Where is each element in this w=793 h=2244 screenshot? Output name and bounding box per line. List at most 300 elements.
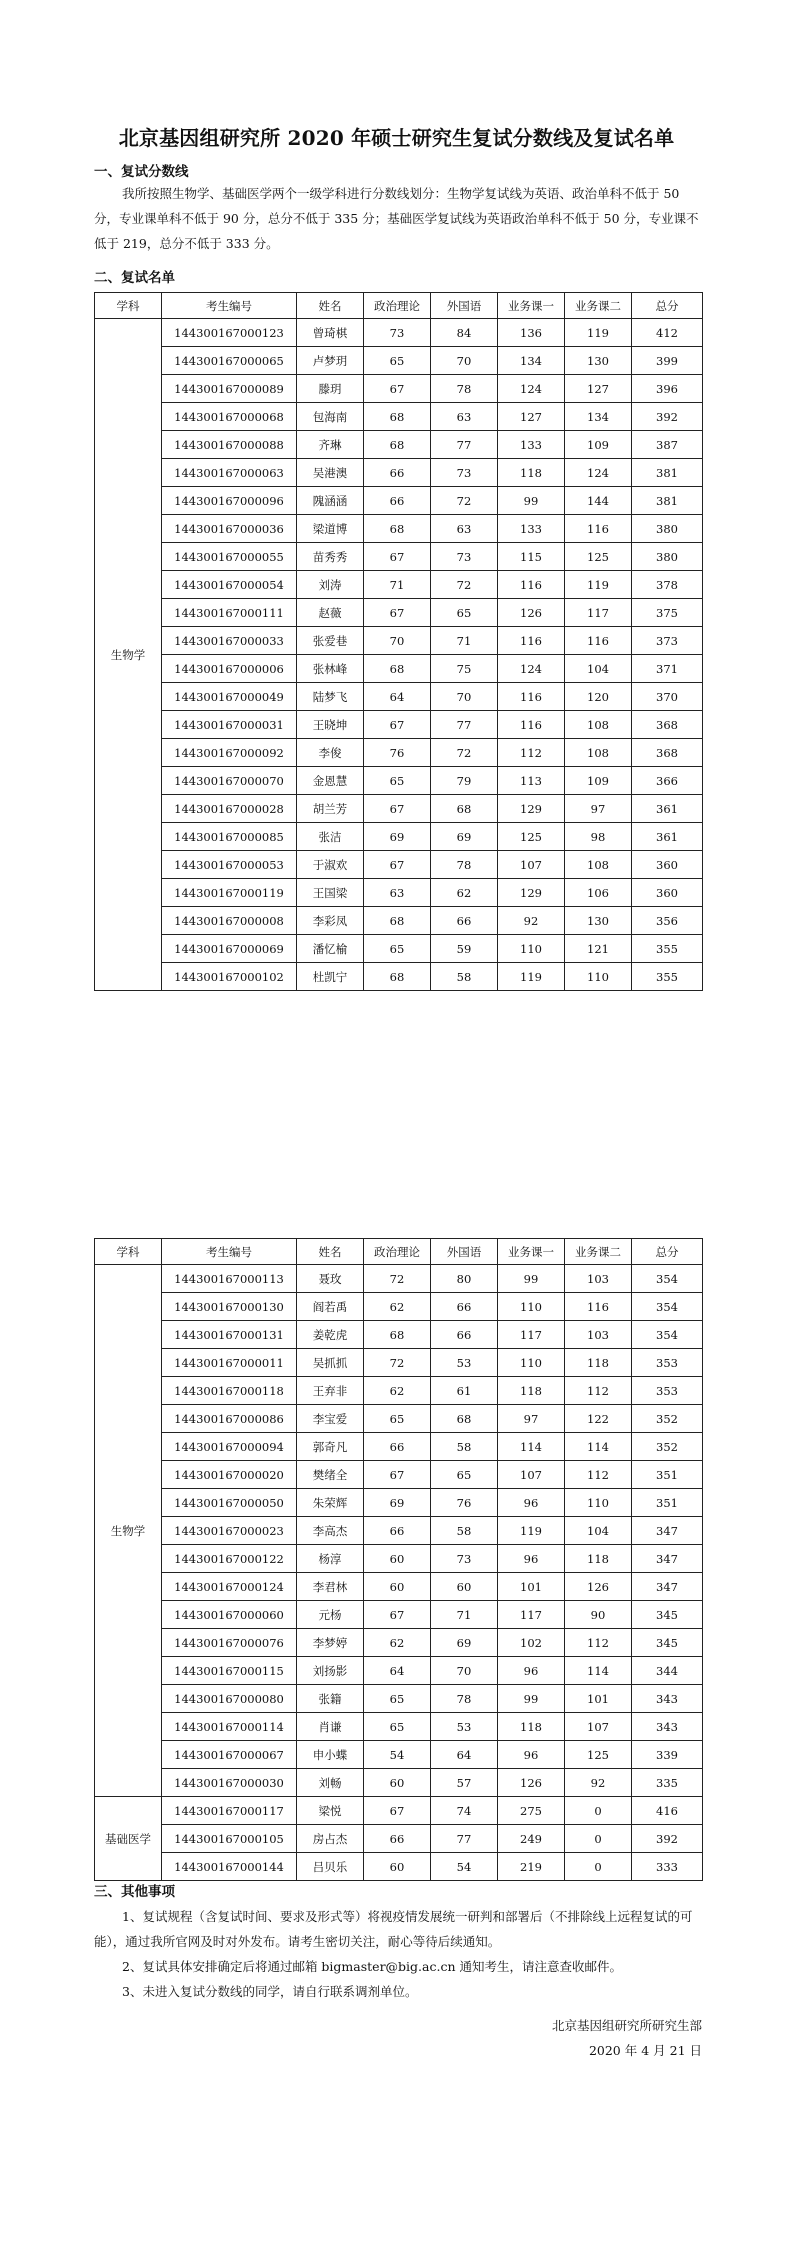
- table-cell: 96: [498, 1741, 565, 1769]
- table-row: [95, 403, 703, 431]
- table-cell: 54: [431, 1853, 498, 1881]
- table-row: [95, 711, 703, 739]
- table-cell: 72: [364, 1349, 431, 1377]
- table-cell: 101: [498, 1573, 565, 1601]
- table-cell: 110: [498, 1349, 565, 1377]
- table-cell: 144300167000111: [162, 599, 297, 627]
- table-cell: 73: [431, 1545, 498, 1573]
- table-cell: 53: [431, 1713, 498, 1741]
- table-cell: 109: [565, 431, 632, 459]
- table-cell: 144300167000105: [162, 1825, 297, 1853]
- subject-cell: 生物学: [95, 1265, 162, 1797]
- table-cell: 79: [431, 767, 498, 795]
- table-cell: 张洁: [297, 823, 364, 851]
- table-cell: 69: [364, 823, 431, 851]
- table-cell: 110: [565, 963, 632, 991]
- table-cell: 0: [565, 1853, 632, 1881]
- signature-date: 2020 年 4 月 21 日: [588, 2043, 702, 2058]
- table-cell: 134: [565, 403, 632, 431]
- table-cell: 李梦婷: [297, 1629, 364, 1657]
- table-cell: 于淑欢: [297, 851, 364, 879]
- table-cell: 144300167000119: [162, 879, 297, 907]
- table-row: [95, 1713, 703, 1741]
- table-row: [95, 851, 703, 879]
- table-cell: 张籍: [297, 1685, 364, 1713]
- table-cell: 136: [498, 319, 565, 347]
- note-item-2: 2、复试具体安排确定后将通过邮箱 bigmaster@big.ac.cn 通知考生，请注意查收邮件。: [122, 1959, 622, 1974]
- table-cell: 72: [431, 487, 498, 515]
- table-cell: 107: [498, 851, 565, 879]
- table-cell: 70: [431, 1657, 498, 1685]
- table-cell: 112: [565, 1461, 632, 1489]
- table-cell: 60: [364, 1853, 431, 1881]
- table-cell: 378: [632, 571, 703, 599]
- table-cell: 366: [632, 767, 703, 795]
- table-cell: 356: [632, 907, 703, 935]
- table-row: [95, 1797, 703, 1825]
- column-header: 考生编号: [162, 293, 297, 319]
- table-cell: 144300167000050: [162, 1489, 297, 1517]
- section-3-heading: 三、其他事项: [94, 1884, 175, 1900]
- table-cell: 381: [632, 487, 703, 515]
- note-item-1: 1、复试规程（含复试时间、要求及形式等）将视疫情发展统一研判和部署后（不排除线上远程复试的可能），通过我所官网及时对外发布。请考生密切关注，耐心等待后续通知。: [94, 1909, 693, 1949]
- table-cell: 275: [498, 1797, 565, 1825]
- table-row: [95, 1741, 703, 1769]
- table-cell: 65: [364, 767, 431, 795]
- table-cell: 396: [632, 375, 703, 403]
- table-cell: 69: [431, 823, 498, 851]
- table-cell: 阎若禹: [297, 1293, 364, 1321]
- table-cell: 78: [431, 851, 498, 879]
- table-cell: 112: [565, 1377, 632, 1405]
- table-cell: 73: [431, 459, 498, 487]
- column-header: 业务课一: [498, 293, 565, 319]
- table-cell: 144300167000115: [162, 1657, 297, 1685]
- table-cell: 62: [364, 1377, 431, 1405]
- table-cell: 144300167000023: [162, 1517, 297, 1545]
- table-cell: 371: [632, 655, 703, 683]
- table-cell: 66: [431, 1293, 498, 1321]
- table-cell: 127: [498, 403, 565, 431]
- table-cell: 李彩凤: [297, 907, 364, 935]
- table-cell: 71: [364, 571, 431, 599]
- table-cell: 57: [431, 1769, 498, 1797]
- table-cell: 119: [498, 963, 565, 991]
- table-cell: 杨淳: [297, 1545, 364, 1573]
- table-cell: 347: [632, 1545, 703, 1573]
- table-cell: 110: [498, 1293, 565, 1321]
- table-cell: 68: [364, 1321, 431, 1349]
- table-cell: 72: [431, 739, 498, 767]
- table-cell: 69: [431, 1629, 498, 1657]
- table-cell: 144: [565, 487, 632, 515]
- table-cell: 144300167000088: [162, 431, 297, 459]
- table-cell: 梁道博: [297, 515, 364, 543]
- table-cell: 92: [498, 907, 565, 935]
- table-row: [95, 1349, 703, 1377]
- table-cell: 67: [364, 711, 431, 739]
- table-cell: 58: [431, 963, 498, 991]
- table-cell: 335: [632, 1769, 703, 1797]
- table-cell: 60: [364, 1545, 431, 1573]
- table-cell: 119: [565, 319, 632, 347]
- table-cell: 李宝爱: [297, 1405, 364, 1433]
- table-cell: 108: [565, 739, 632, 767]
- column-header: 姓名: [297, 293, 364, 319]
- table-cell: 68: [431, 1405, 498, 1433]
- column-header: 业务课一: [498, 1239, 565, 1265]
- table-cell: 包海南: [297, 403, 364, 431]
- table-cell: 127: [565, 375, 632, 403]
- table-cell: 67: [364, 375, 431, 403]
- table-cell: 144300167000054: [162, 571, 297, 599]
- table-cell: 107: [565, 1713, 632, 1741]
- table-cell: 66: [364, 1433, 431, 1461]
- table-cell: 66: [431, 907, 498, 935]
- table-cell: 58: [431, 1517, 498, 1545]
- signature-org: 北京基因组研究所研究生部: [551, 2018, 702, 2033]
- table-cell: 潘忆榆: [297, 935, 364, 963]
- table-cell: 370: [632, 683, 703, 711]
- table-cell: 116: [498, 571, 565, 599]
- table-row: [95, 767, 703, 795]
- table-cell: 118: [498, 459, 565, 487]
- table-cell: 54: [364, 1741, 431, 1769]
- table-cell: 144300167000092: [162, 739, 297, 767]
- table-cell: 118: [498, 1377, 565, 1405]
- table-cell: 333: [632, 1853, 703, 1881]
- table-cell: 67: [364, 851, 431, 879]
- table-cell: 吴港澳: [297, 459, 364, 487]
- table-cell: 116: [565, 627, 632, 655]
- table-cell: 106: [565, 879, 632, 907]
- table-cell: 144300167000036: [162, 515, 297, 543]
- table-cell: 121: [565, 935, 632, 963]
- table-cell: 112: [565, 1629, 632, 1657]
- table-row: [95, 1545, 703, 1573]
- table-cell: 99: [498, 1265, 565, 1293]
- table-cell: 392: [632, 403, 703, 431]
- table-cell: 李君林: [297, 1573, 364, 1601]
- table-row: [95, 1265, 703, 1293]
- table-cell: 381: [632, 459, 703, 487]
- table-row: [95, 907, 703, 935]
- table-cell: 59: [431, 935, 498, 963]
- table-row: [95, 487, 703, 515]
- table-cell: 375: [632, 599, 703, 627]
- table-cell: 144300167000070: [162, 767, 297, 795]
- section-1-text: 我所按照生物学、基础医学两个一级学科进行分数线划分：生物学复试线为英语、政治单科不低于 50 分，专业课单科不低于 90 分，总分不低于 335 分；基础医学复试线为英语政治单科不低于 50 分，专业课不低于 219，总分不低于 333 分。: [94, 186, 699, 251]
- table-cell: 126: [498, 599, 565, 627]
- table-cell: 380: [632, 543, 703, 571]
- table-cell: 144300167000068: [162, 403, 297, 431]
- column-header: 外国语: [431, 1239, 498, 1265]
- subject-cell: 生物学: [95, 319, 162, 991]
- table-cell: 144300167000122: [162, 1545, 297, 1573]
- table-cell: 77: [431, 1825, 498, 1853]
- table-cell: 129: [498, 795, 565, 823]
- table-cell: 130: [565, 907, 632, 935]
- table-cell: 67: [364, 1601, 431, 1629]
- table-cell: 219: [498, 1853, 565, 1881]
- table-cell: 104: [565, 1517, 632, 1545]
- table-cell: 118: [565, 1349, 632, 1377]
- table-cell: 郭奇凡: [297, 1433, 364, 1461]
- table-cell: 滕玥: [297, 375, 364, 403]
- table-cell: 99: [498, 1685, 565, 1713]
- table-row: [95, 1321, 703, 1349]
- table-cell: 78: [431, 1685, 498, 1713]
- table-cell: 368: [632, 711, 703, 739]
- table-cell: 144300167000086: [162, 1405, 297, 1433]
- table-cell: 144300167000094: [162, 1433, 297, 1461]
- table-row: [95, 515, 703, 543]
- table-cell: 吴抓抓: [297, 1349, 364, 1377]
- table-cell: 66: [364, 459, 431, 487]
- table-cell: 78: [431, 375, 498, 403]
- table-cell: 125: [565, 543, 632, 571]
- table-cell: 曾琦棋: [297, 319, 364, 347]
- table-cell: 62: [364, 1293, 431, 1321]
- signature-block: [552, 2013, 702, 2063]
- table-cell: 110: [498, 935, 565, 963]
- table-cell: 347: [632, 1573, 703, 1601]
- table-cell: 144300167000011: [162, 1349, 297, 1377]
- table-cell: 76: [431, 1489, 498, 1517]
- table-cell: 64: [431, 1741, 498, 1769]
- table-cell: 姜乾虎: [297, 1321, 364, 1349]
- table-row: [95, 963, 703, 991]
- notes-list: [94, 1904, 702, 2004]
- table-cell: 67: [364, 1461, 431, 1489]
- table-cell: 361: [632, 795, 703, 823]
- table-cell: 144300167000080: [162, 1685, 297, 1713]
- table-row: [95, 627, 703, 655]
- table-cell: 109: [565, 767, 632, 795]
- table-cell: 112: [498, 739, 565, 767]
- table-cell: 144300167000030: [162, 1769, 297, 1797]
- table-cell: 129: [498, 879, 565, 907]
- table-cell: 392: [632, 1825, 703, 1853]
- table-cell: 144300167000130: [162, 1293, 297, 1321]
- table-cell: 97: [565, 795, 632, 823]
- column-header: 业务课二: [565, 1239, 632, 1265]
- table-cell: 144300167000113: [162, 1265, 297, 1293]
- table-row: [95, 1517, 703, 1545]
- table-cell: 144300167000089: [162, 375, 297, 403]
- table-cell: 373: [632, 627, 703, 655]
- table-cell: 144300167000008: [162, 907, 297, 935]
- table-cell: 119: [498, 1517, 565, 1545]
- table-cell: 133: [498, 515, 565, 543]
- table-cell: 360: [632, 851, 703, 879]
- table-cell: 343: [632, 1685, 703, 1713]
- table-cell: 75: [431, 655, 498, 683]
- table-cell: 刘扬影: [297, 1657, 364, 1685]
- table-row: [95, 655, 703, 683]
- table-cell: 96: [498, 1545, 565, 1573]
- table-cell: 李高杰: [297, 1517, 364, 1545]
- table-cell: 朱荣辉: [297, 1489, 364, 1517]
- table-cell: 68: [364, 431, 431, 459]
- table-cell: 76: [364, 739, 431, 767]
- table-cell: 王晓坤: [297, 711, 364, 739]
- table-cell: 王弃非: [297, 1377, 364, 1405]
- table-cell: 元杨: [297, 1601, 364, 1629]
- score-table-2: [94, 1238, 703, 1881]
- column-header: 总分: [632, 1239, 703, 1265]
- table-cell: 张林峰: [297, 655, 364, 683]
- table-header: [95, 1239, 703, 1265]
- table-cell: 399: [632, 347, 703, 375]
- column-header: 学科: [95, 293, 162, 319]
- column-header: 外国语: [431, 293, 498, 319]
- table-cell: 73: [431, 543, 498, 571]
- table-row: [95, 543, 703, 571]
- table-cell: 144300167000053: [162, 851, 297, 879]
- table-cell: 65: [364, 347, 431, 375]
- table-cell: 77: [431, 431, 498, 459]
- table-cell: 124: [498, 375, 565, 403]
- table-cell: 125: [565, 1741, 632, 1769]
- table-cell: 108: [565, 711, 632, 739]
- table-row: [95, 571, 703, 599]
- table-cell: 68: [364, 963, 431, 991]
- table-cell: 101: [565, 1685, 632, 1713]
- table-cell: 144300167000124: [162, 1573, 297, 1601]
- table-cell: 116: [565, 515, 632, 543]
- table-cell: 72: [431, 571, 498, 599]
- table-cell: 108: [565, 851, 632, 879]
- table-cell: 77: [431, 711, 498, 739]
- table-row: [95, 1601, 703, 1629]
- table-cell: 144300167000114: [162, 1713, 297, 1741]
- table-cell: 65: [431, 1461, 498, 1489]
- table-row: [95, 1825, 703, 1853]
- table-cell: 103: [565, 1321, 632, 1349]
- table-row: [95, 1293, 703, 1321]
- table-cell: 64: [364, 683, 431, 711]
- table-cell: 354: [632, 1321, 703, 1349]
- table-cell: 66: [364, 487, 431, 515]
- table-row: [95, 739, 703, 767]
- table-row: [95, 431, 703, 459]
- column-header: 政治理论: [364, 293, 431, 319]
- table-cell: 354: [632, 1293, 703, 1321]
- table-cell: 118: [498, 1713, 565, 1741]
- table-cell: 144300167000006: [162, 655, 297, 683]
- table-cell: 353: [632, 1349, 703, 1377]
- table-cell: 114: [565, 1657, 632, 1685]
- table-cell: 355: [632, 935, 703, 963]
- table-cell: 96: [498, 1657, 565, 1685]
- table-cell: 90: [565, 1601, 632, 1629]
- table-cell: 80: [431, 1265, 498, 1293]
- table-cell: 68: [431, 795, 498, 823]
- table-cell: 68: [364, 515, 431, 543]
- table-cell: 70: [431, 347, 498, 375]
- table-cell: 李俊: [297, 739, 364, 767]
- table-row: [95, 823, 703, 851]
- table-cell: 60: [431, 1573, 498, 1601]
- table-cell: 117: [498, 1321, 565, 1349]
- table-cell: 116: [498, 711, 565, 739]
- table-cell: 梁悦: [297, 1797, 364, 1825]
- table-row: [95, 1377, 703, 1405]
- table-cell: 66: [431, 1321, 498, 1349]
- table-cell: 84: [431, 319, 498, 347]
- table-cell: 345: [632, 1629, 703, 1657]
- table-cell: 116: [498, 627, 565, 655]
- table-row: [95, 375, 703, 403]
- table-cell: 144300167000102: [162, 963, 297, 991]
- table-cell: 352: [632, 1433, 703, 1461]
- table-cell: 353: [632, 1377, 703, 1405]
- table-cell: 352: [632, 1405, 703, 1433]
- table-cell: 陆梦飞: [297, 683, 364, 711]
- table-cell: 65: [364, 1713, 431, 1741]
- table-cell: 144300167000020: [162, 1461, 297, 1489]
- table-cell: 116: [565, 1293, 632, 1321]
- table-cell: 118: [565, 1545, 632, 1573]
- table-cell: 92: [565, 1769, 632, 1797]
- table-row: [95, 1769, 703, 1797]
- table-cell: 144300167000069: [162, 935, 297, 963]
- table-cell: 144300167000096: [162, 487, 297, 515]
- table-cell: 144300167000123: [162, 319, 297, 347]
- subject-cell: 基础医学: [95, 1797, 162, 1881]
- table-cell: 65: [364, 935, 431, 963]
- table-cell: 66: [364, 1825, 431, 1853]
- table-cell: 144300167000067: [162, 1741, 297, 1769]
- table-cell: 144300167000060: [162, 1601, 297, 1629]
- table-cell: 416: [632, 1797, 703, 1825]
- table-cell: 144300167000131: [162, 1321, 297, 1349]
- table-row: [95, 1433, 703, 1461]
- table-cell: 60: [364, 1769, 431, 1797]
- table-cell: 412: [632, 319, 703, 347]
- table-cell: 69: [364, 1489, 431, 1517]
- table-cell: 107: [498, 1461, 565, 1489]
- table-cell: 130: [565, 347, 632, 375]
- table-cell: 73: [364, 319, 431, 347]
- table-cell: 聂玫: [297, 1265, 364, 1293]
- table-cell: 苗秀秀: [297, 543, 364, 571]
- table-cell: 96: [498, 1489, 565, 1517]
- table-cell: 102: [498, 1629, 565, 1657]
- table-cell: 65: [431, 599, 498, 627]
- table-cell: 144300167000117: [162, 1797, 297, 1825]
- table-cell: 114: [565, 1433, 632, 1461]
- table-row: [95, 1405, 703, 1433]
- table-cell: 360: [632, 879, 703, 907]
- table-cell: 68: [364, 403, 431, 431]
- table-header: [95, 293, 703, 319]
- table-cell: 68: [364, 655, 431, 683]
- section-1-heading: 一、复试分数线: [94, 164, 189, 180]
- table-cell: 361: [632, 823, 703, 851]
- table-cell: 99: [498, 487, 565, 515]
- column-header: 学科: [95, 1239, 162, 1265]
- table-row: [95, 599, 703, 627]
- table-cell: 144300167000076: [162, 1629, 297, 1657]
- table-cell: 67: [364, 543, 431, 571]
- table-row: [95, 795, 703, 823]
- score-table-1: [94, 292, 703, 991]
- table-cell: 110: [565, 1489, 632, 1517]
- table-cell: 380: [632, 515, 703, 543]
- table-cell: 103: [565, 1265, 632, 1293]
